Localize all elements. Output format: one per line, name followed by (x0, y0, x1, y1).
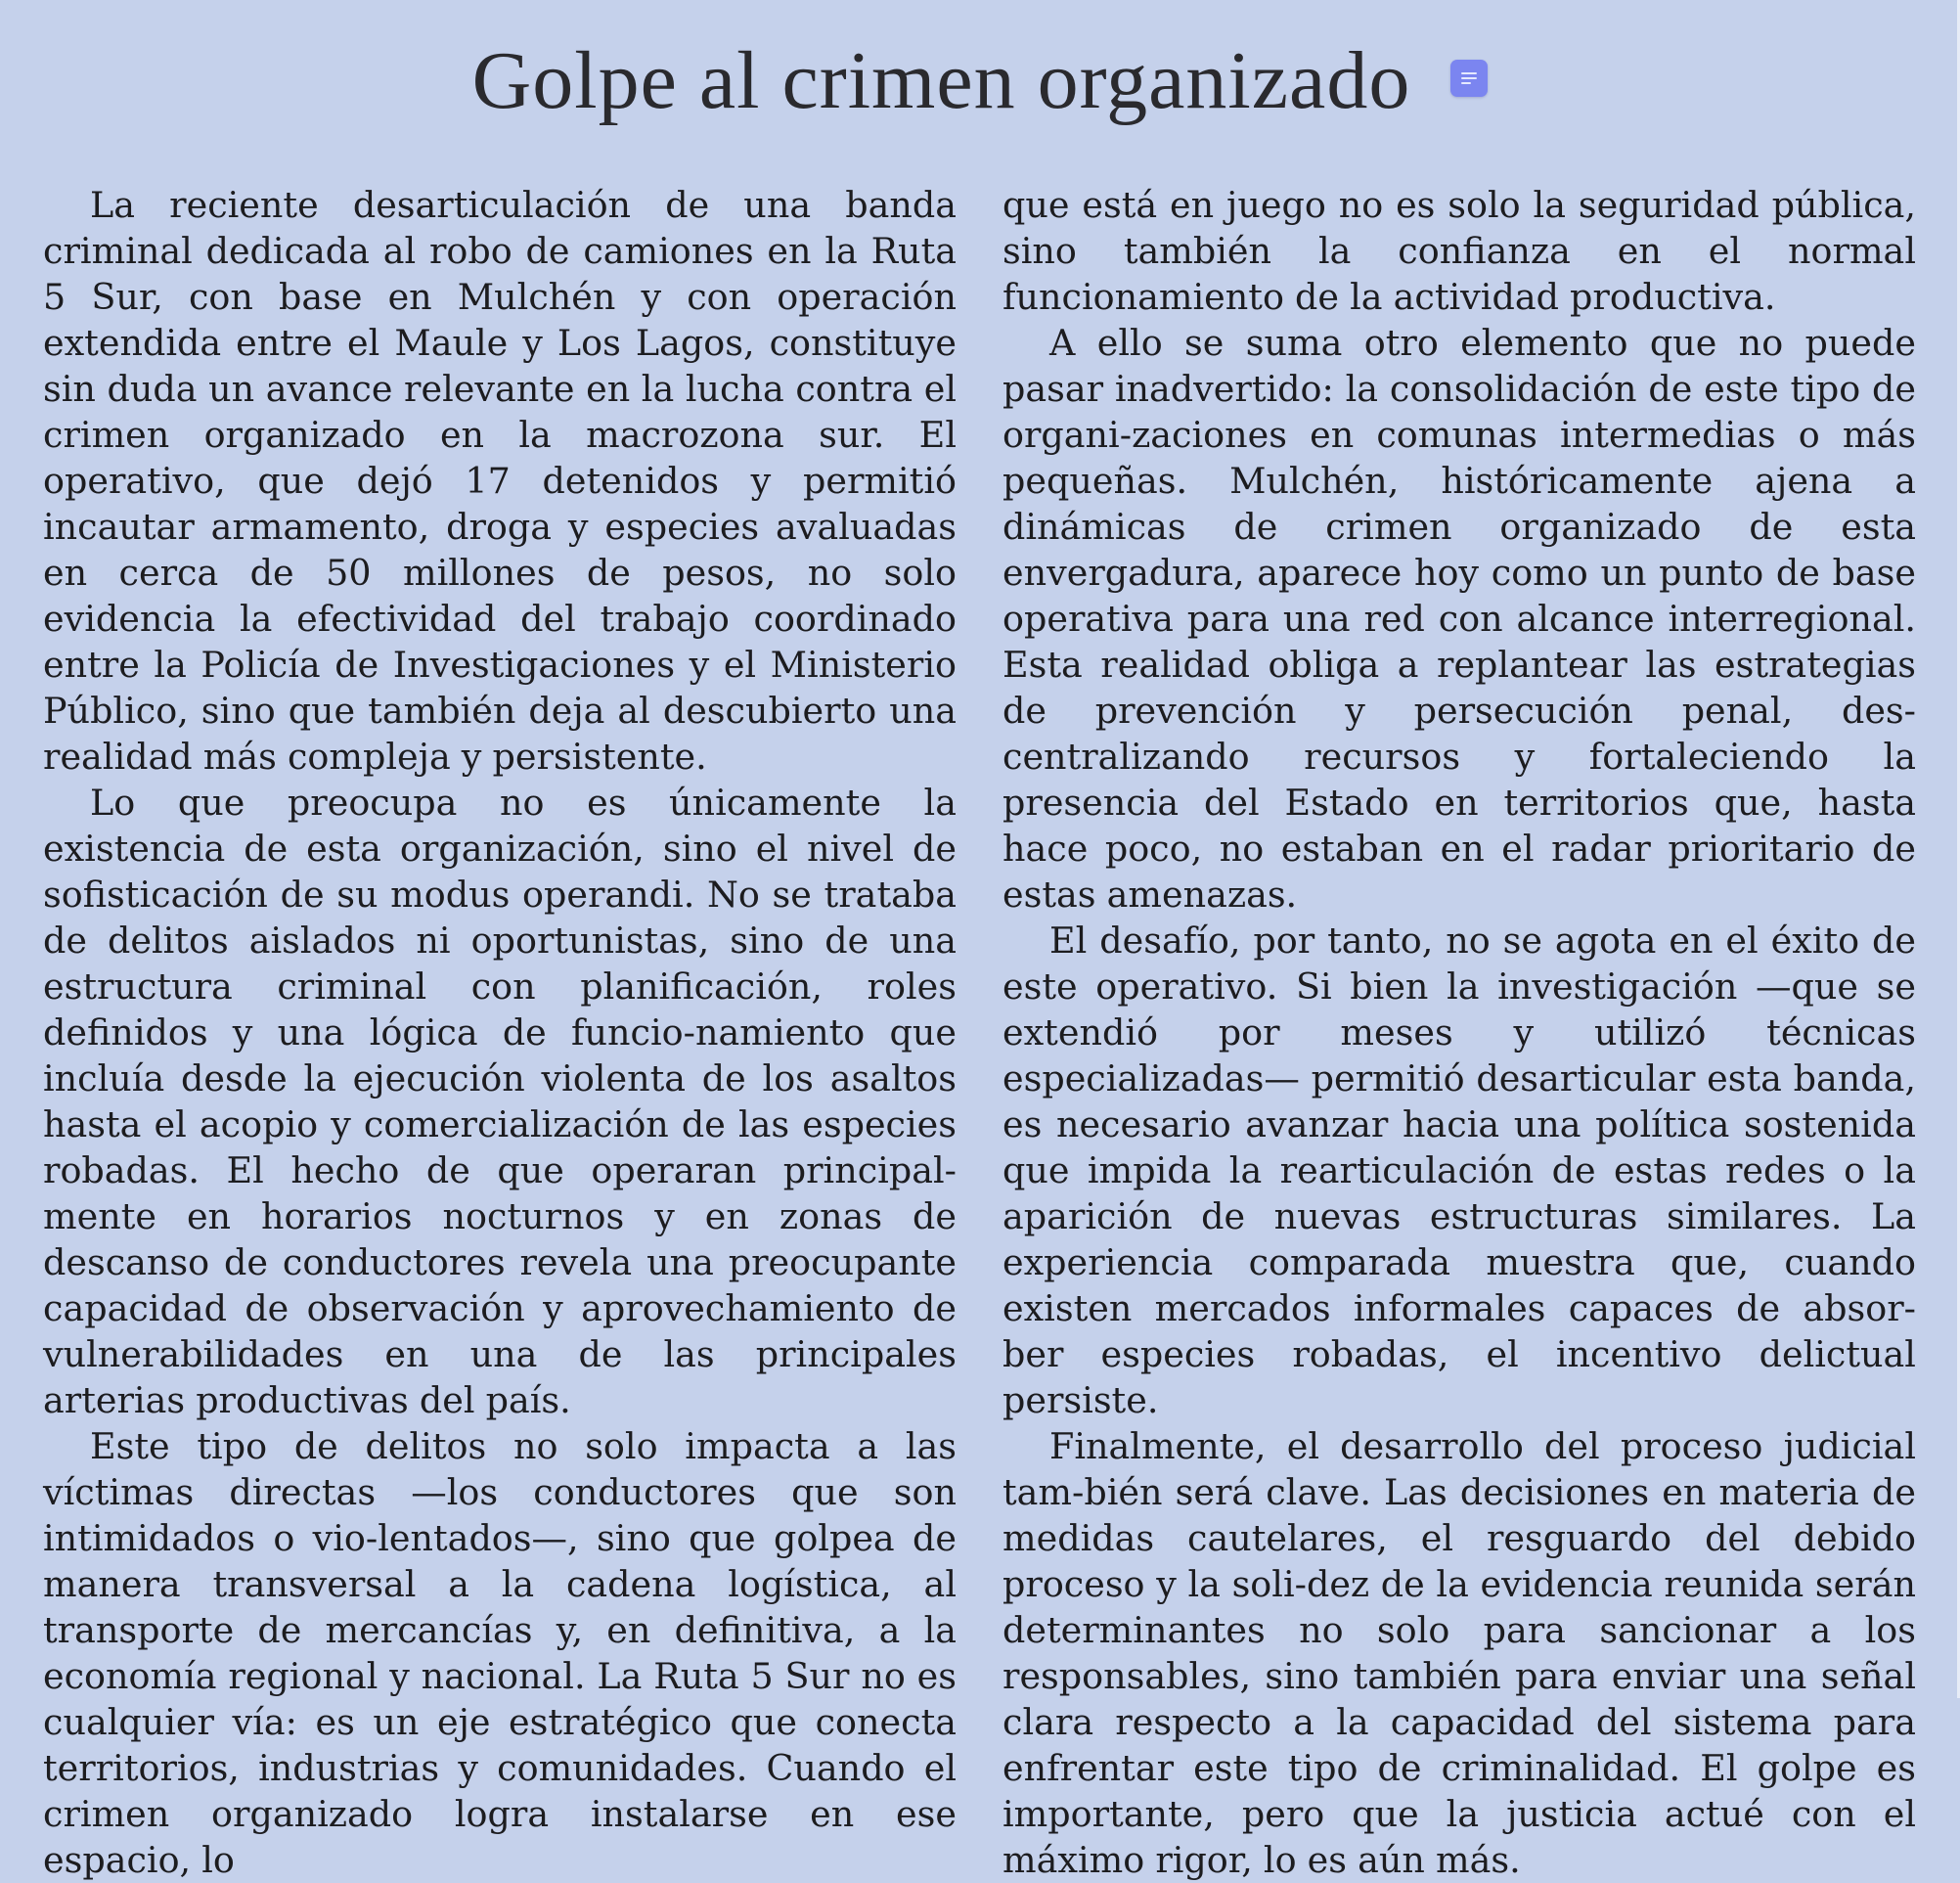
paragraph: Este tipo de delitos no solo impacta a las víctimas directas —los conductores que son intimidados o vio-lentados—, sino que golpea de manera transversal a la cadena logística, al transporte de mercancías y, en definitiva, a la economía regional y nacional. La Ruta 5 Sur no es cualquier vía: es un eje estratégico que conecta territorios, industrias y comunidades. Cuando el crimen organizado logra instalarse en ese espacio, lo (43, 1425, 957, 1881)
paragraph: Finalmente, el desarrollo del proceso judicial tam-bién será clave. Las decisiones en materia de medidas cautelares, el resguardo del debido proceso y la soli-dez de la evidencia reunida serán determinantes no solo para sancionar a los responsables, sino también para enviar una señal clara respecto a la capacidad del sistema para enfrentar este tipo de criminalidad. El golpe es importante, pero que la justicia actué con el máximo rigor, lo es aún más. (1002, 1425, 1916, 1881)
left-column (43, 182, 957, 1883)
paragraph: A ello se suma otro elemento que no puede pasar inadvertido: la consolidación de este tipo de organi-zaciones en comunas intermedias o más pequeñas. Mulchén, históricamente ajena a dinámicas de crimen organizado de esta envergadura, aparece hoy como un punto de base operativa para una red con alcance interregional. Esta realidad obliga a replantear las estrategias de prevención y persecución penal, des-centralizando recursos y fortaleciendo la presencia del Estado en territorios que, hasta hace poco, no estaban en el radar prioritario de estas amenazas. (1002, 322, 1916, 916)
paragraph: El desafío, por tanto, no se agota en el éxito de este operativo. Si bien la investigación —que se extendió por meses y utilizó técnicas especializadas— permitió desarticular esta banda, es necesario avanzar hacia una política sostenida que impida la rearticulación de estas redes o la aparición de nuevas estructuras similares. La experiencia comparada muestra que, cuando existen mercados informales capaces de absor-ber especies robadas, el incentivo delictual persiste. (1002, 919, 1916, 1421)
title-row (0, 27, 1960, 135)
article-body (43, 182, 1916, 1881)
paragraph: Lo que preocupa no es únicamente la existencia de esta organización, sino el nivel de sofisticación de su modus operandi. No se trataba de delitos aislados ni oportunistas, sino de una estructura criminal con planificación, roles definidos y una lógica de funcio-namiento que incluía desde la ejecución violenta de los asaltos hasta el acopio y comercialización de las especies robadas. El hecho de que operaran principal-mente en horarios nocturnos y en zonas de descanso de conductores revela una preocupante capacidad de observación y aprovechamiento de vulnerabilidades en una de las principales arterias productivas del país. (43, 782, 957, 1421)
note-icon[interactable] (1450, 60, 1488, 97)
right-column (1002, 182, 1916, 1883)
article-title: Golpe al crimen organizado (471, 35, 1411, 126)
paragraph-continuation: que está en juego no es solo la seguridad pública, sino también la confianza en el normal funcionamiento de la actividad productiva. (1002, 184, 1916, 318)
paragraph: La reciente desarticulación de una banda criminal dedicada al robo de camiones en la Ruta 5 Sur, con base en Mulchén y con operación extendida entre el Maule y Los Lagos, constituye sin duda un avance relevante en la lucha contra el crimen organizado en la macrozona sur. El operativo, que dejó 17 detenidos y permitió incautar armamento, droga y especies avaluadas en cerca de 50 millones de pesos, no solo evidencia la efectividad del trabajo coordinado entre la Policía de Investigaciones y el Ministerio Público, sino que también deja al descubierto una realidad más compleja y persistente. (43, 184, 957, 778)
